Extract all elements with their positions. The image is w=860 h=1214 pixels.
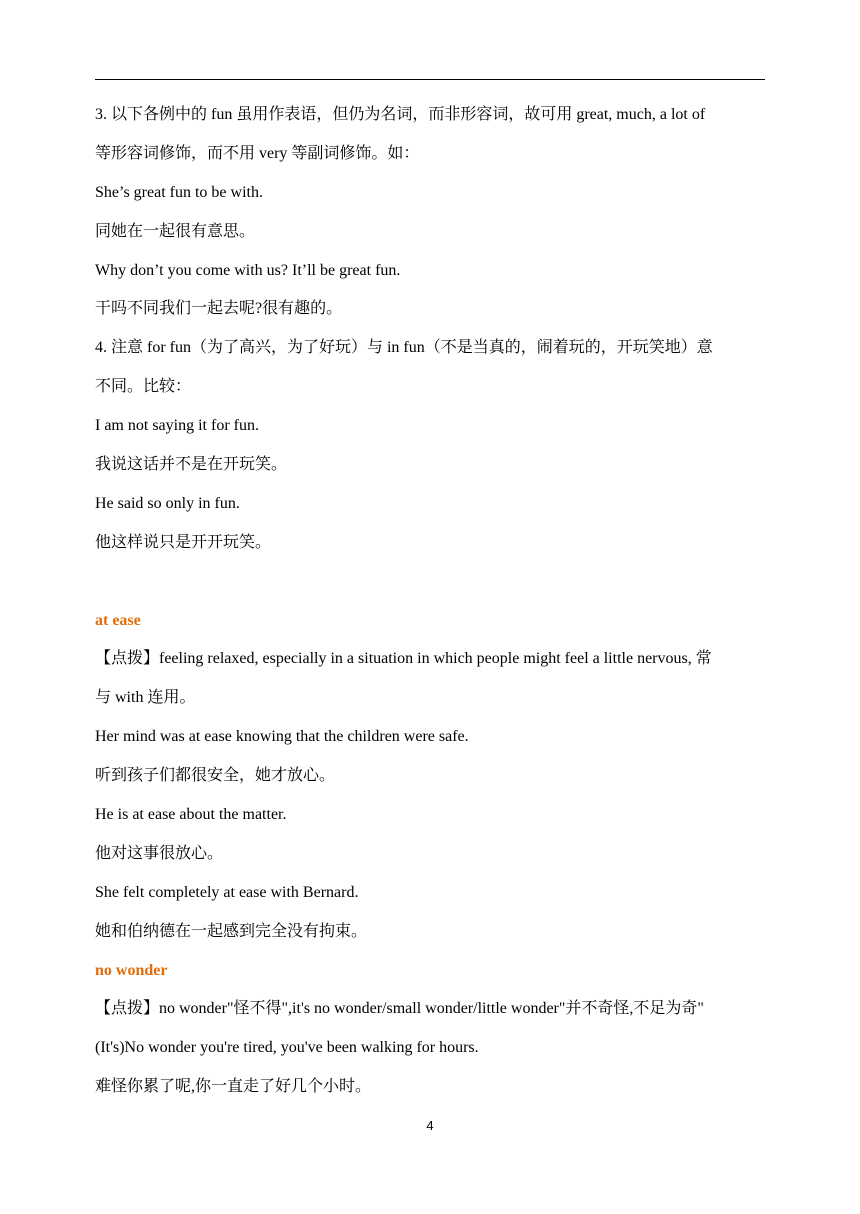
text-line: 等形容词修饰，而不用 very 等副词修饰。如： bbox=[95, 144, 420, 162]
header-rule bbox=[95, 79, 765, 80]
explanation-line: 【点拨】no wonder"怪不得",it's no wonder/small wonder/little wonder"并不奇怪,不足为奇" bbox=[95, 1000, 704, 1018]
example-sentence: She felt completely at ease with Bernard. bbox=[95, 883, 359, 901]
example-translation: 她和伯纳德在一起感到完全没有拘束。 bbox=[95, 922, 368, 940]
example-sentence: Why don’t you come with us? It’ll be great fun. bbox=[95, 261, 401, 279]
explanation-line: 【点拨】feeling relaxed, especially in a situation in which people might feel a little nervous, 常 bbox=[95, 650, 712, 668]
example-sentence: (It's)No wonder you're tired, you've been walking for hours. bbox=[95, 1039, 479, 1057]
example-sentence: Her mind was at ease knowing that the children were safe. bbox=[95, 728, 469, 746]
section-heading-at-ease: at ease bbox=[95, 611, 141, 629]
text-line: 4. 注意 for fun（为了高兴，为了好玩）与 in fun（不是当真的，闹着玩的，开玩笑地）意 bbox=[95, 339, 713, 357]
example-translation: 干吗不同我们一起去呢?很有趣的。 bbox=[95, 300, 343, 318]
example-translation: 他对这事很放心。 bbox=[95, 844, 224, 862]
document-body bbox=[95, 96, 770, 1107]
example-sentence: I am not saying it for fun. bbox=[95, 417, 259, 435]
text-line: 3. 以下各例中的 fun 虽用作表语，但仍为名词，而非形容词，故可用 great, much, a lot of bbox=[95, 106, 706, 123]
page-number: 4 bbox=[426, 1118, 434, 1133]
explanation-line: 与 with 连用。 bbox=[95, 689, 196, 707]
example-sentence: He said so only in fun. bbox=[95, 494, 240, 512]
example-translation: 同她在一起很有意思。 bbox=[95, 222, 256, 240]
example-translation: 我说这话并不是在开玩笑。 bbox=[95, 456, 288, 474]
section-heading-no-wonder: no wonder bbox=[95, 961, 168, 979]
example-translation: 听到孩子们都很安全，她才放心。 bbox=[95, 767, 336, 785]
text-line: 不同。比较： bbox=[95, 378, 192, 396]
example-translation: 他这样说只是开开玩笑。 bbox=[95, 533, 272, 551]
example-sentence: She’s great fun to be with. bbox=[95, 183, 263, 201]
example-translation: 难怪你累了呢,你一直走了好几个小时。 bbox=[95, 1078, 372, 1096]
example-sentence: He is at ease about the matter. bbox=[95, 806, 287, 824]
blank-line bbox=[95, 563, 770, 602]
